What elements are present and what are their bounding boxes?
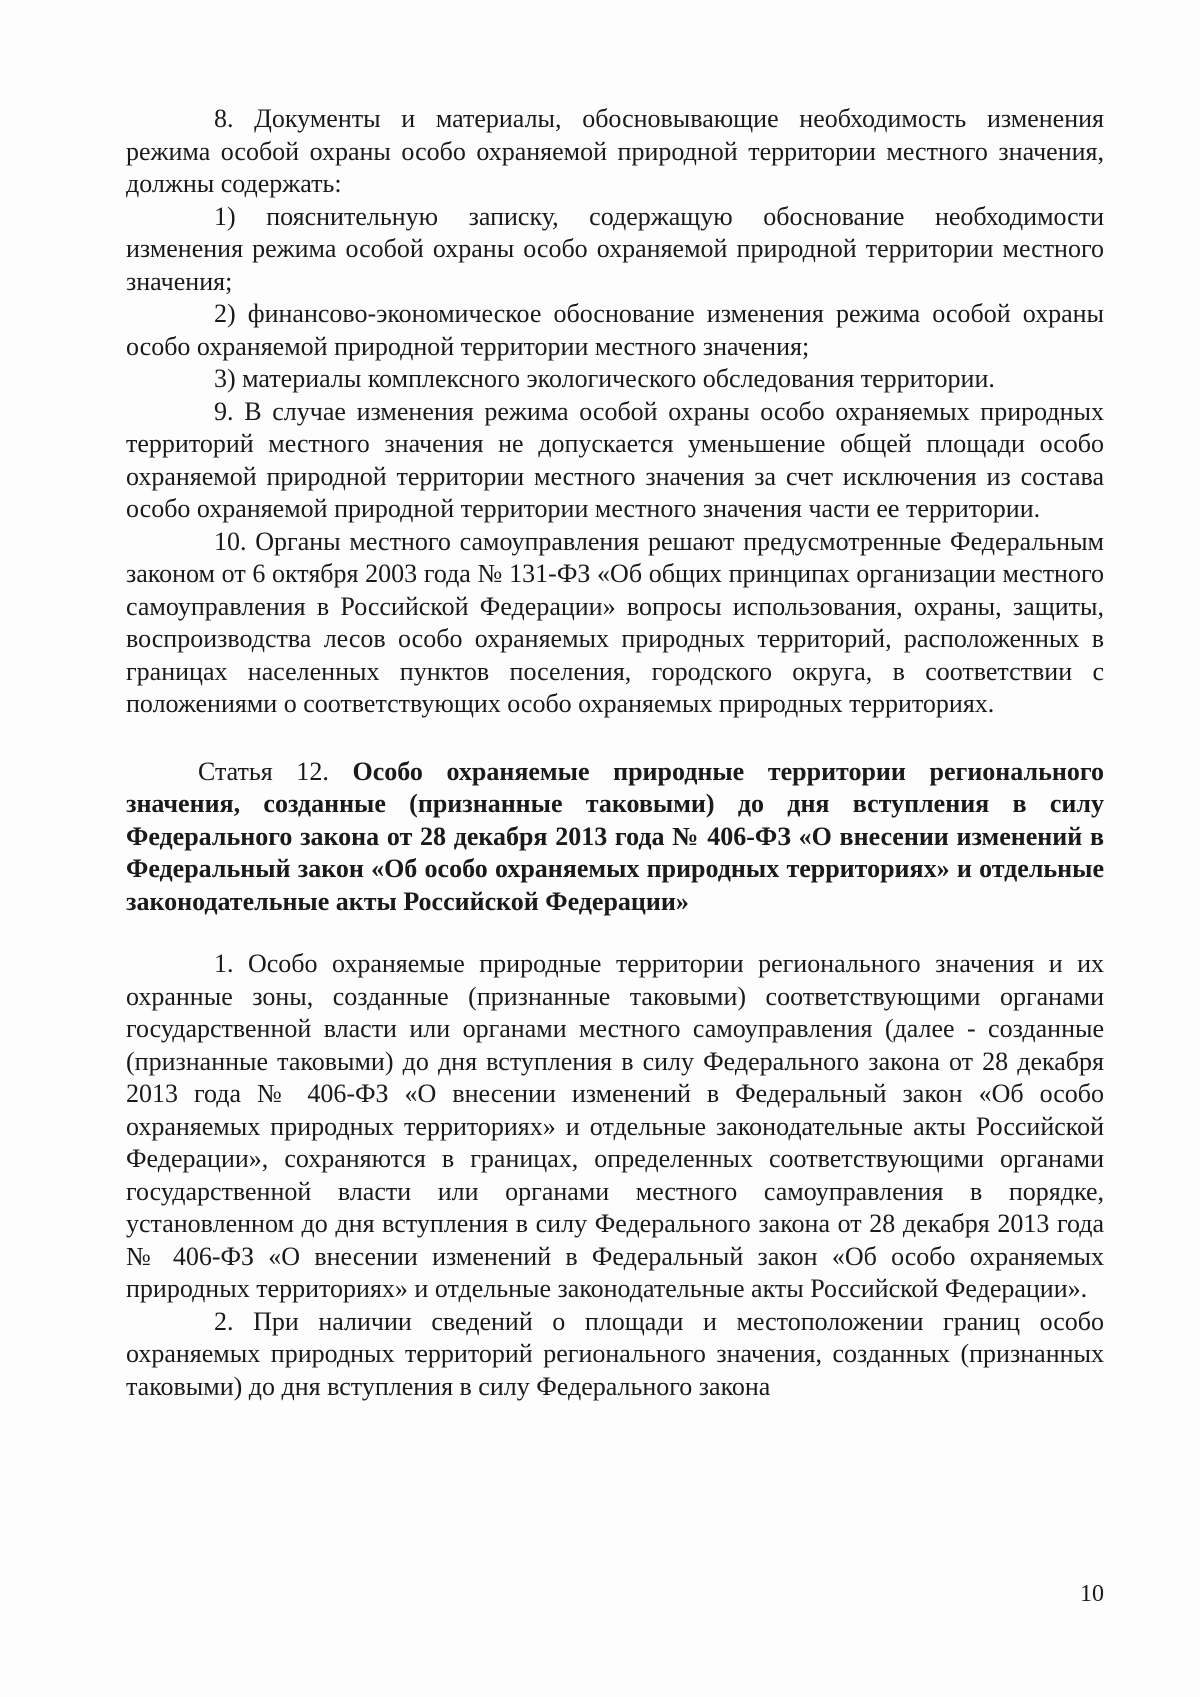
section-gap [126,918,1104,948]
paragraph-8-item-2: 2) финансово-экономическое обоснование изменения режима особой охраны особо охраняемой природной территории местного значения; [126,299,1104,361]
article-title: Особо охраняемые природные территории регионального значения, созданные (признанные таковыми) до дня вступления в силу Федерального закона от 28 декабря 2013 года № 406-ФЗ «О внесении изменений в Федеральный закон «Об особо охраняемых природных территориях» и отдельные законодательные акты Российской Федерации» [126,756,1104,916]
article-12-paragraph-1: 1. Особо охраняемые природные территории регионального значения и их охранные зоны, созданные (признанные таковыми) соответствующими органами государственной власти или органами местного самоуправления (далее - созданные (признанные таковыми) до дня вступления в силу Федерального закона от 28 декабря 2013 года № 406-ФЗ «О внесении изменений в Федеральный закон «Об особо охраняемых природных территориях» и отдельные законодательные акты Российской Федерации», сохраняются в границах, определенных соответствующими органами государственной власти или органами местного самоуправления в порядке, установленном до дня вступления в силу Федерального закона от 28 декабря 2013 года № 406-ФЗ «О внесении изменений в Федеральный закон «Об особо охраняемых природных территориях» и отдельные законодательные акты Российской Федерации». [126,949,1104,1303]
page-number: 10 [1080,1581,1104,1607]
paragraph-8-item-1: 1) пояснительную записку, содержащую обоснование необходимости изменения режима особой охраны особо охраняемой природной территории местного значения; [126,201,1104,296]
article-heading [126,756,1104,919]
article-prefix: Статья 12. [198,756,329,786]
paragraph-9: 9. В случае изменения режима особой охраны особо охраняемых природных территорий местного значения не допускается уменьшение общей площади особо охраняемой природной территории местного значения за счет исключения из состава особо охраняемой природной территории местного значения части ее территории. [126,396,1104,523]
article-12-paragraph-2: 2. При наличии сведений о площади и местоположении границ особо охраняемых природных территорий регионального значения, созданных (признанных таковыми) до дня вступления в силу Федерального закона [126,1306,1104,1401]
paragraph-8: 8. Документы и материалы, обосновывающие необходимость изменения режима особой охраны особо охраняемой природной территории местного значения, должны содержать: [126,104,1104,198]
section-gap [126,721,1104,756]
paragraph-8-item-3: 3) материалы комплексного экологического обследования территории. [214,364,995,393]
paragraph-10: 10. Органы местного самоуправления решают предусмотренные Федеральным законом от 6 октября 2003 года № 131-ФЗ «Об общих принципах организации местного самоуправления в Российской Федерации» вопросы использования, охраны, защиты, воспроизводства лесов особо охраняемых природных территорий, расположенных в границах населенных пунктов поселения, городского округа, в соответствии с положениями о соответствующих особо охраняемых природных территориях. [126,526,1104,718]
document-body [126,103,1104,1403]
